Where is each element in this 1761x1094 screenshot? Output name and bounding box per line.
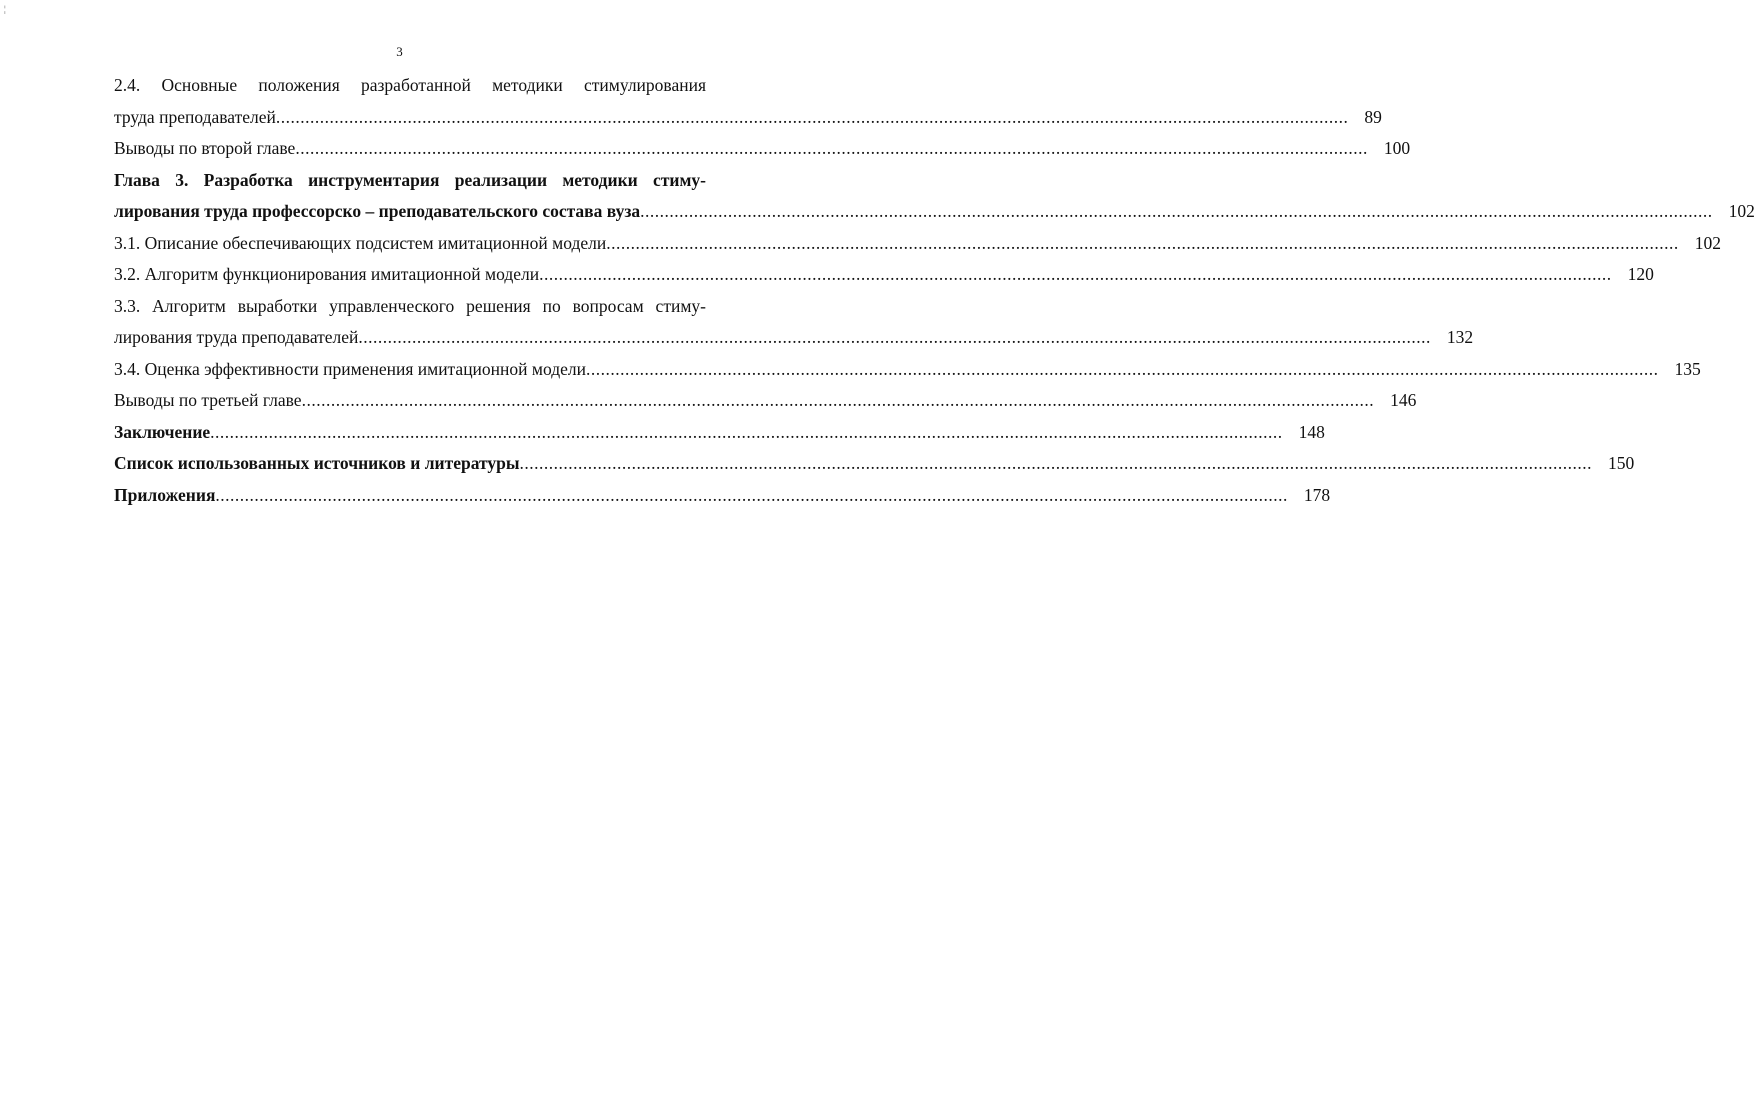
toc-entry-leader-line <box>114 417 1325 449</box>
toc-entry-title: Выводы по третьей главе <box>114 390 302 410</box>
toc-entry <box>114 291 1474 354</box>
toc-entry-title: Приложения <box>114 484 216 505</box>
toc-dot-leader: ............................................................................................................................................................................................................................ <box>301 390 1375 410</box>
toc-dot-leader: ............................................................................................................................................................................................................................ <box>210 421 1283 442</box>
toc-entry-title: 3.4. Оценка эффективности применения имитационной модели <box>114 358 586 379</box>
toc-page-number: 148 <box>1298 421 1325 442</box>
toc-entry-leader-line <box>114 480 1331 512</box>
toc-entry-title-line: 2.4. Основные положения разработанной методики стимулирования <box>114 75 706 95</box>
toc-entry-title-line: 3.3. Алгоритм выработки управленческого решения по вопросам стиму- <box>114 295 706 316</box>
toc-page-number: 100 <box>1383 138 1411 158</box>
toc-dot-leader: ............................................................................................................................................................................................................................ <box>519 453 1593 473</box>
toc-entry <box>114 133 1411 165</box>
toc-entry-leader-line <box>114 228 1721 260</box>
toc-entry-leader-line <box>114 448 1635 480</box>
toc-entry <box>114 417 1325 449</box>
toc-entry-title: Выводы по второй главе <box>114 138 296 158</box>
toc-page-number: 150 <box>1608 453 1635 473</box>
toc-dot-leader: ............................................................................................................................................................................................................................ <box>539 264 1612 284</box>
toc-entry-title: 3.2. Алгоритм функционирования имитационной модели <box>114 264 540 284</box>
toc-entry-title-line: Глава 3. Разработка инструментария реализации методики стиму- <box>114 169 706 190</box>
toc-entry-title: труда преподавателей <box>114 106 276 127</box>
toc-entry <box>114 259 1654 291</box>
toc-page-number: 89 <box>1364 106 1382 127</box>
toc-entry-title: Список использованных источников и литературы <box>114 453 520 473</box>
toc-dot-leader: ............................................................................................................................................................................................................................ <box>358 327 1431 347</box>
toc-entry-leader-line <box>114 102 1382 134</box>
toc-page-number: 146 <box>1390 390 1417 410</box>
toc-page-number: 102 <box>1694 232 1721 253</box>
toc-page-number: 120 <box>1627 264 1654 284</box>
toc-entry-title: лирования труда профессорско – преподавательского состава вуза <box>114 201 641 221</box>
toc-dot-leader: ............................................................................................................................................................................................................................ <box>606 232 1679 253</box>
toc-page-number: 178 <box>1303 484 1331 505</box>
toc-dot-leader: ............................................................................................................................................................................................................................ <box>295 138 1368 158</box>
toc-entry-leader-line <box>114 133 1411 165</box>
table-of-contents <box>114 70 1755 511</box>
toc-entry <box>114 385 1417 417</box>
toc-entry-title: 3.1. Описание обеспечивающих подсистем имитационной модели <box>114 232 607 253</box>
toc-entry-leader-line <box>114 196 1755 228</box>
toc-entry-title: Заключение <box>114 421 211 442</box>
toc-entry-title: лирования труда преподавателей <box>114 327 359 347</box>
toc-entry <box>114 228 1721 260</box>
toc-entry <box>114 448 1635 480</box>
toc-entry <box>114 165 1755 228</box>
toc-entry-leader-line <box>114 322 1474 354</box>
toc-entry <box>114 70 1382 133</box>
toc-dot-leader: ............................................................................................................................................................................................................................ <box>215 484 1288 505</box>
toc-dot-leader: ............................................................................................................................................................................................................................ <box>640 201 1713 221</box>
toc-page-number: 102 <box>1728 201 1755 221</box>
toc-entry-leader-line <box>114 354 1701 386</box>
toc-page-number: 132 <box>1446 327 1474 347</box>
toc-dot-leader: ............................................................................................................................................................................................................................ <box>585 358 1659 379</box>
toc-dot-leader: ............................................................................................................................................................................................................................ <box>275 106 1349 127</box>
toc-entry-leader-line <box>114 259 1654 291</box>
toc-entry <box>114 354 1701 386</box>
toc-page-number: 135 <box>1674 358 1701 379</box>
toc-entry-leader-line <box>114 385 1417 417</box>
toc-entry <box>114 480 1331 512</box>
scan-speck: ¦ <box>4 4 6 14</box>
page-number: 3 <box>396 44 403 59</box>
